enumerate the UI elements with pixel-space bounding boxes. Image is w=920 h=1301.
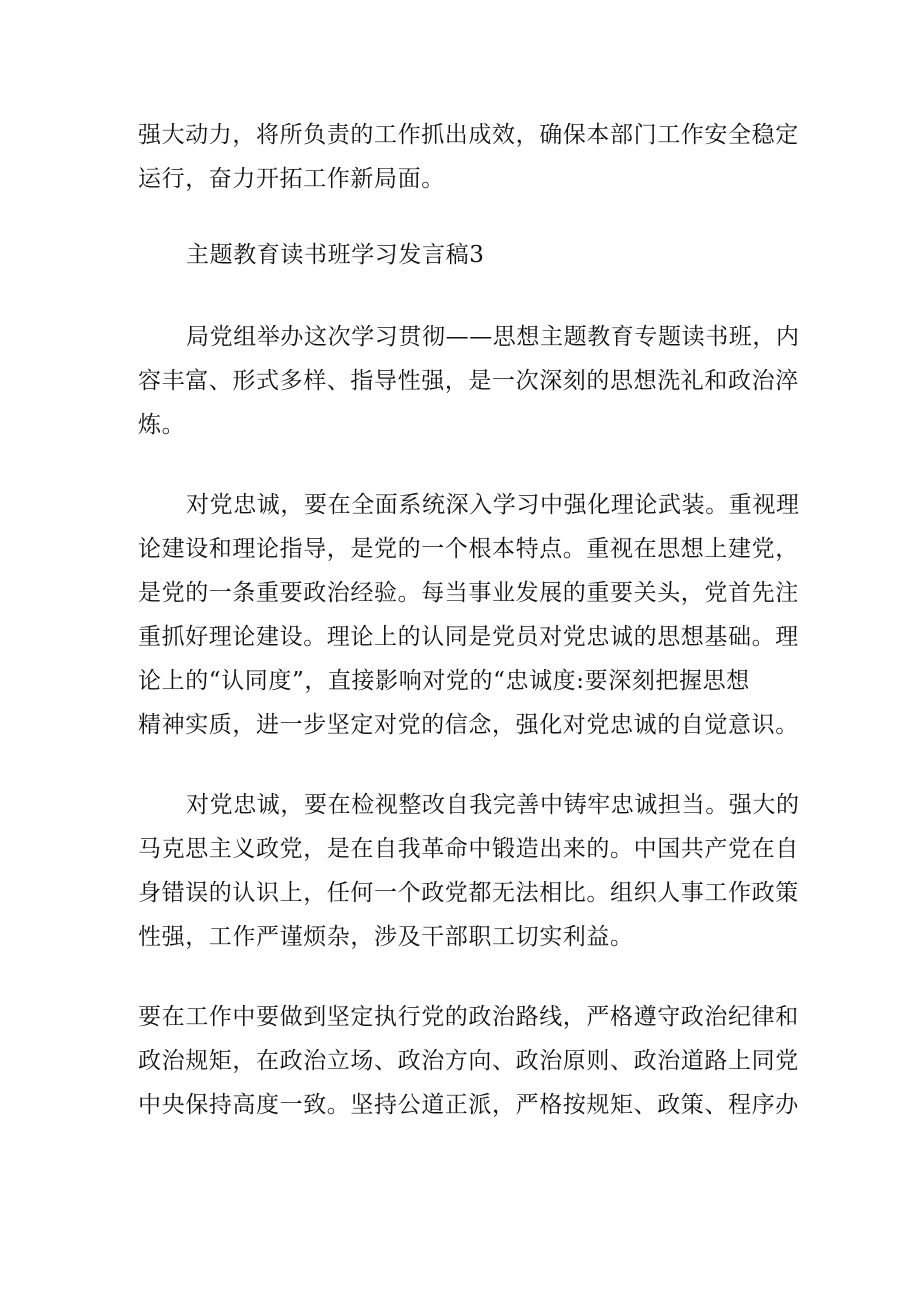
paragraph-theory: [138, 483, 800, 747]
heading-text: 主题教育读书班学习发言稿3: [186, 242, 485, 268]
section-heading: [138, 233, 788, 277]
text-line: 身错误的认识上，任何一个政党都无法相比。组织人事工作政策: [138, 880, 799, 906]
text-line: 强大动力，将所负责的工作抓出成效，确保本部门工作安全稳定: [138, 122, 799, 148]
text-line: 性强，工作严谨烦杂，涉及干部职工切实利益。: [138, 924, 634, 950]
text-line: 运行，奋力开拓工作新局面。: [138, 166, 445, 192]
paragraph-political-line: [138, 995, 799, 1127]
text-line: 局党组举办这次学习贯彻——思想主题教育专题读书班，内: [186, 324, 800, 350]
paragraph-continuation: [138, 113, 799, 201]
text-line: 论上的“认同度”，直接影响对党的“忠诚度:要深刻把握思想: [138, 668, 750, 694]
document-body: [138, 113, 800, 1127]
text-line: 对党忠诚，要在全面系统深入学习中强化理论武装。重视理: [186, 492, 800, 518]
text-line: 容丰富、形式多样、指导性强，是一次深刻的思想洗礼和政治淬: [138, 368, 799, 394]
text-line: 是党的一条重要政治经验。每当事业发展的重要关头，党首先注: [138, 580, 799, 606]
text-line: 重抓好理论建设。理论上的认同是党员对党忠诚的思想基础。理: [138, 624, 799, 650]
text-line: 政治规矩，在政治立场、政治方向、政治原则、政治道路上同党: [138, 1048, 799, 1074]
text-line: 炼。: [138, 412, 186, 438]
text-line: 论建设和理论指导，是党的一个根本特点。重视在思想上建党，: [138, 536, 799, 562]
paragraph-intro: [138, 315, 800, 447]
text-line: 中央保持高度一致。坚持公道正派，严格按规矩、政策、程序办: [138, 1092, 799, 1118]
text-line: 要在工作中要做到坚定执行党的政治路线，严格遵守政治纪律和: [138, 1004, 799, 1030]
text-line: 对党忠诚，要在检视整改自我完善中铸牢忠诚担当。强大的: [186, 792, 800, 818]
text-line: 马克思主义政党，是在自我革命中锻造出来的。中国共产党在自: [138, 836, 799, 862]
text-line: 精神实质，进一步坚定对党的信念，强化对党忠诚的自觉意识。: [138, 712, 799, 738]
paragraph-self-revolution: [138, 783, 800, 959]
